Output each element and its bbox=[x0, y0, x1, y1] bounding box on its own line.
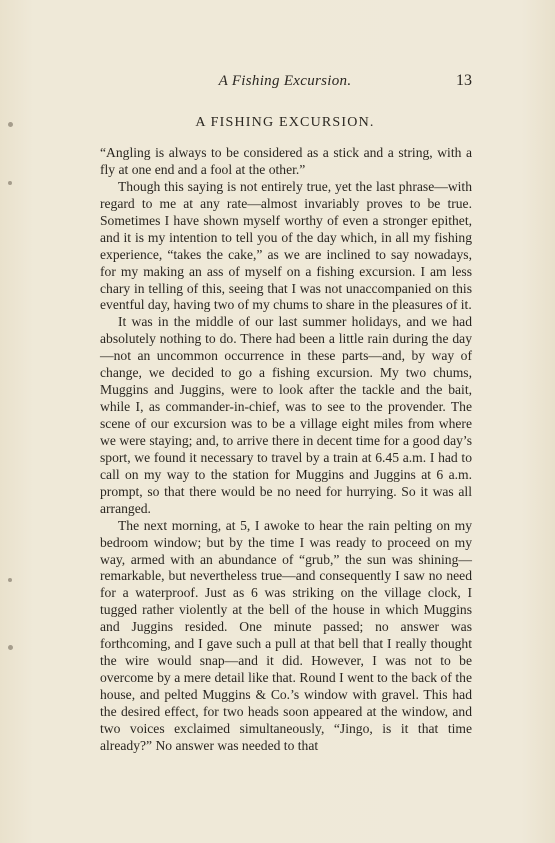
running-title: A Fishing Excursion. bbox=[218, 73, 352, 89]
body-text bbox=[100, 145, 472, 755]
chapter-title: A FISHING EXCURSION. bbox=[195, 115, 375, 130]
margin-spot bbox=[8, 181, 12, 185]
page-number: 13 bbox=[456, 72, 472, 89]
running-header bbox=[98, 73, 472, 93]
paragraph: Though this saying is not entirely true, yet the last phrase—with regard to me at any rate—almost invariably proves to be true. Sometimes I have shown myself worthy of even a stronger epithet, and it is my intention to tell you of the day which, in all my fishing experience, “takes the cake,” as we are inclined to say nowadays, for my making an ass of myself on a fishing excursion. I am less chary in telling of this, seeing that I was not unaccompanied on this eventful day, having two of my chums to share in the pleasures of it. bbox=[100, 178, 472, 313]
paragraph: “Angling is always to be considered as a stick and a string, with a fly at one end and a fool at the other.” bbox=[100, 145, 472, 177]
margin-spot bbox=[8, 122, 13, 127]
margin-spot bbox=[8, 645, 13, 650]
paragraph: The next morning, at 5, I awoke to hear the rain pelting on my bedroom window; but by the time I was ready to proceed on my way, armed with an abundance of “grub,” the sun was shining—remarkable, but nevertheless true—and consequently I saw no need for a waterproof. Just as 6 was striking on the village clock, I tugged rather violently at the bell of the house in which Muggins and Juggins resided. One minute passed; no answer was forthcoming, and I gave such a pull at that bell that I really thought the wire would snap—and it did. However, I was not to be overcome by a mere detail like that. Round I went to the back of the house, and pelted Muggins & Co.’s window with gravel. This had the desired effect, for two heads soon appeared at the window, and two voices exclaimed simultaneously, “Jingo, is it that time already?” No answer was needed to that bbox=[100, 517, 472, 753]
paragraph: It was in the middle of our last summer holidays, and we had absolutely nothing to do. There had been a little rain during the day—not an uncommon occurrence in these parts—and, by way of change, we decided to go a fishing excursion. My two chums, Muggins and Juggins, were to look after the tackle and the bait, while I, as commander-in-chief, was to see to the provender. The scene of our excursion was to be a village eight miles from where we were staying; and, to arrive there in decent time for a good day’s sport, we found it necessary to travel by a train at 6.45 a.m. I had to call on my way to the station for Muggins and Juggins at 6 a.m. prompt, so that there would be no need for hurrying. So it was all arranged. bbox=[100, 314, 472, 516]
margin-spot bbox=[8, 578, 12, 582]
